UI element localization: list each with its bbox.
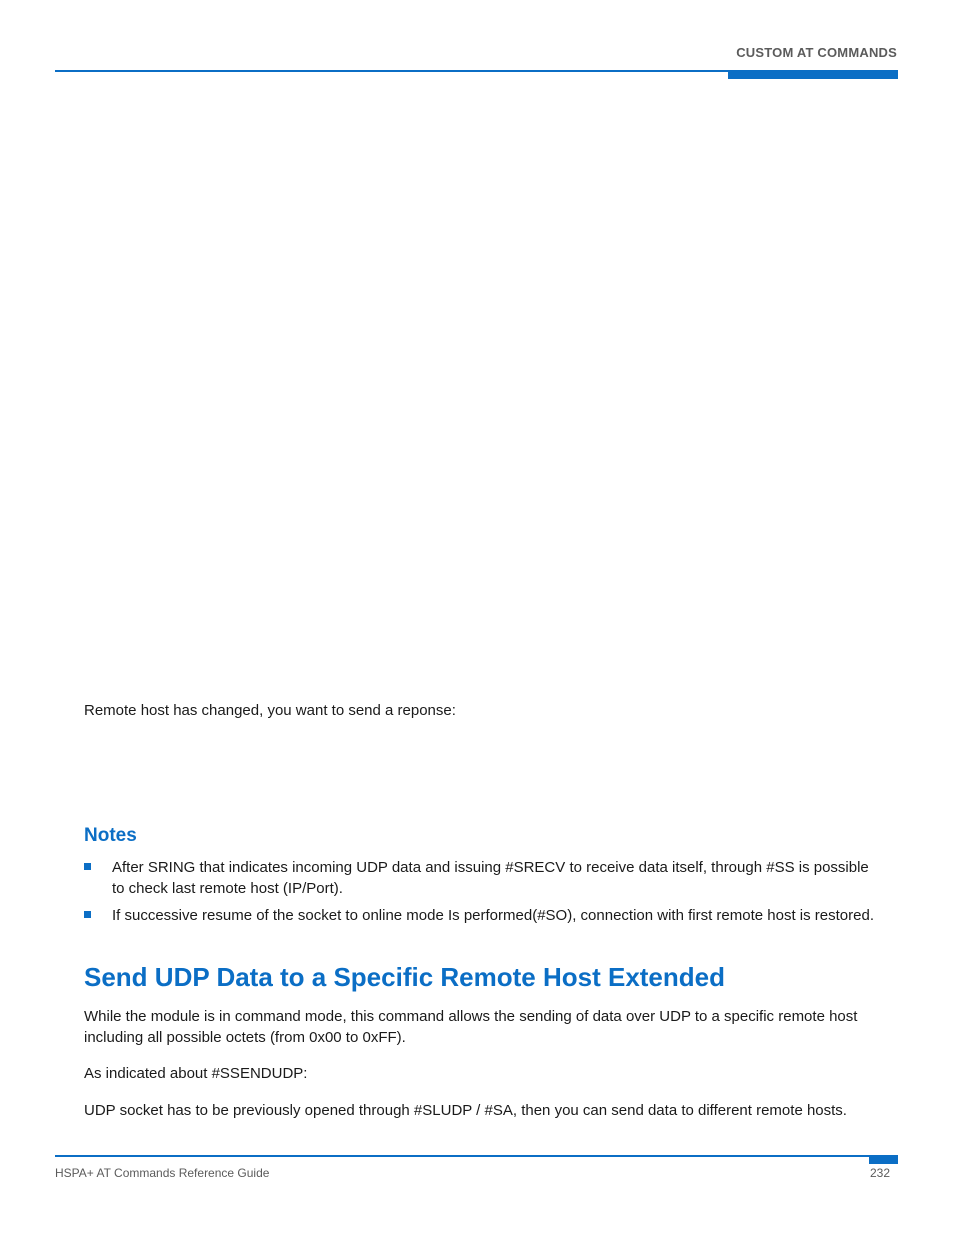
footer-divider — [55, 1155, 898, 1157]
section-label: CUSTOM AT COMMANDS — [736, 45, 897, 60]
list-item-text: If successive resume of the socket to online mode Is performed(#SO), connection with first remote host is restored. — [112, 907, 874, 924]
section-title: Send UDP Data to a Specific Remote Host Extended — [84, 962, 725, 992]
list-item — [84, 905, 884, 926]
square-bullet-icon — [84, 863, 91, 870]
paragraph: While the module is in command mode, this command allows the sending of data over UDP to a specific remote host including all possible octets (from 0x00 to 0xFF). — [84, 1008, 858, 1046]
page-number: 232 — [870, 1166, 891, 1180]
notes-heading: Notes — [84, 825, 137, 846]
footer-accent-tab — [869, 1155, 898, 1164]
list-item — [84, 857, 884, 899]
paragraph: UDP socket has to be previously opened through #SLUDP / #SA, then you can send data to different remote hosts. — [84, 1102, 847, 1119]
document-title: HSPA+ AT Commands Reference Guide — [55, 1166, 270, 1180]
list-item-text: After SRING that indicates incoming UDP data and issuing #SRECV to receive data itself, through #SS is possible to check last remote host (IP/Port). — [112, 859, 869, 897]
remote-host-text: Remote host has changed, you want to send a reponse: — [84, 702, 456, 719]
header-accent-tab — [728, 70, 898, 79]
paragraph: As indicated about #SSENDUDP: — [84, 1065, 308, 1082]
square-bullet-icon — [84, 911, 91, 918]
